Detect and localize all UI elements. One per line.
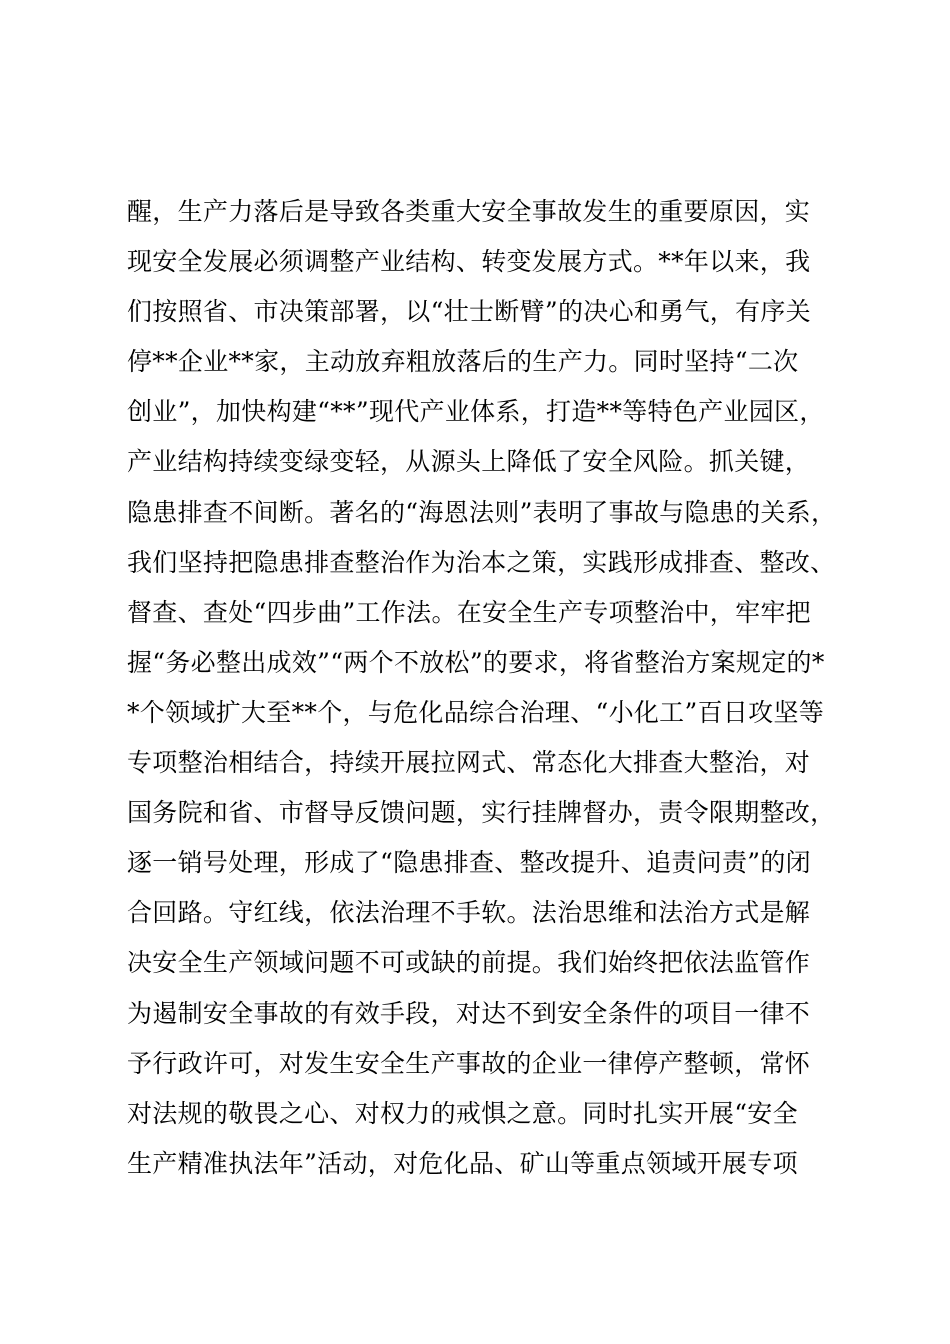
text-line: 国务院和省、市督导反馈问题，实行挂牌督办，责令限期整改， — [127, 798, 836, 828]
text-line: 逐一销号处理，形成了“隐患排查、整改提升、追责问责”的闭 — [127, 848, 811, 878]
body-paragraph — [127, 187, 847, 1189]
text-line: 对法规的敬畏之心、对权力的戒惧之意。同时扎实开展“安全 — [127, 1098, 798, 1128]
text-line: 们按照省、市决策部署，以“壮士断臂”的决心和勇气，有序关 — [127, 297, 811, 327]
text-line: 我们坚持把隐患排查整治作为治本之策，实践形成排查、整改、 — [127, 547, 836, 577]
text-line: 予行政许可，对发生安全生产事故的企业一律停产整顿，常怀 — [127, 1048, 811, 1078]
text-line: 决安全生产领域问题不可或缺的前提。我们始终把依法监管作 — [127, 948, 811, 978]
text-line: *个领域扩大至**个，与危化品综合治理、“小化工”百日攻坚等 — [127, 697, 825, 727]
text-line: 为遏制安全事故的有效手段，对达不到安全条件的项目一律不 — [127, 998, 811, 1028]
text-line: 专项整治相结合，持续开展拉网式、常态化大排查大整治，对 — [127, 748, 811, 778]
text-line: 创业”，加快构建“**”现代产业体系，打造**等特色产业园区， — [127, 397, 825, 427]
text-line: 握“务必整出成效”“两个不放松”的要求，将省整治方案规定的* — [127, 647, 825, 677]
text-line: 隐患排查不间断。著名的“海恩法则”表明了事故与隐患的关系， — [127, 497, 837, 527]
text-line: 醒，生产力落后是导致各类重大安全事故发生的重要原因，实 — [127, 197, 811, 226]
text-line: 现安全发展必须调整产业结构、转变发展方式。**年以来，我 — [127, 247, 811, 277]
text-line: 生产精准执法年”活动，对危化品、矿山等重点领域开展专项 — [127, 1148, 798, 1178]
text-line: 合回路。守红线，依法治理不手软。法治思维和法治方式是解 — [127, 898, 811, 928]
text-line: 停**企业**家，主动放弃粗放落后的生产力。同时坚持“二次 — [127, 347, 799, 377]
text-line: 督查、查处“四步曲”工作法。在安全生产专项整治中，牢牢把 — [127, 597, 811, 627]
text-line: 产业结构持续变绿变轻，从源头上降低了安全风险。抓关键， — [127, 447, 811, 477]
